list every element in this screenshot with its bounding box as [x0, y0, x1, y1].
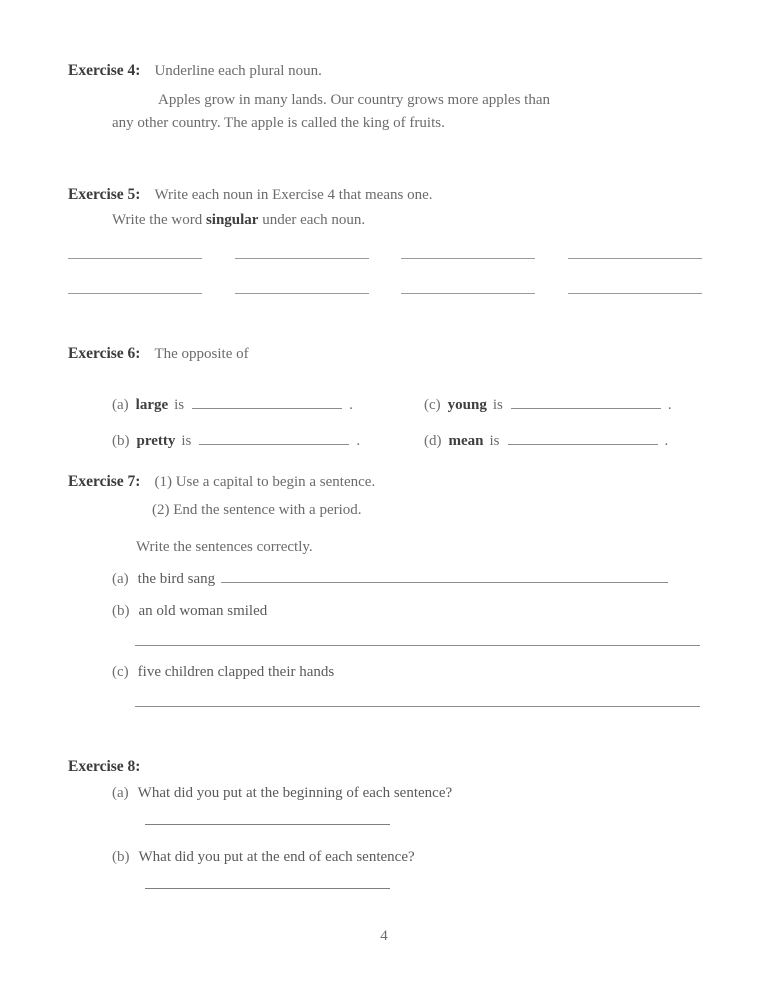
item-question: What did you put at the beginning of each sentence?	[137, 785, 453, 801]
exercise-4-passage	[112, 89, 702, 136]
exercise-5-block	[68, 186, 702, 229]
exercise-7-label: Exercise 7:	[68, 473, 141, 490]
item-tag: (b)	[112, 603, 130, 619]
item-verb: is	[492, 397, 503, 413]
item-sentence: an old woman smiled	[138, 603, 268, 619]
item-tag: (d)	[424, 433, 442, 449]
item-tag: (b)	[112, 433, 130, 449]
exercise-5-answer-blank[interactable]	[235, 258, 369, 259]
exercise-6-heading	[68, 345, 702, 363]
exercise-5-answer-blank[interactable]	[68, 293, 202, 294]
item-tag: (b)	[112, 849, 130, 865]
exercise-5-subinstruction-suffix: under each noun.	[258, 212, 366, 228]
exercise-7-answer-blank-a[interactable]	[221, 582, 668, 583]
exercise-4-label: Exercise 4:	[68, 62, 141, 79]
exercise-6-answer-blank-b[interactable]	[199, 444, 349, 445]
item-tag: (c)	[424, 397, 441, 413]
item-tag: (c)	[112, 664, 129, 680]
item-keyword: mean	[448, 433, 484, 449]
exercise-8-block	[68, 758, 702, 776]
exercise-6-block	[68, 345, 702, 449]
exercise-4-passage-line-2: any other country. The apple is called the king of fruits.	[112, 115, 445, 132]
exercise-8-label: Exercise 8:	[68, 758, 141, 775]
exercise-5-answer-blank[interactable]	[568, 258, 702, 259]
item-verb: is	[174, 397, 185, 413]
exercise-6-item-d	[424, 433, 668, 450]
exercise-7-block	[68, 473, 702, 556]
item-verb: is	[489, 433, 500, 449]
item-keyword: large	[135, 397, 169, 413]
exercise-5-subinstruction-prefix: Write the word	[112, 212, 206, 228]
exercise-4-heading	[68, 62, 702, 80]
exercise-5-answer-row-1	[68, 258, 702, 259]
exercise-7-item-b	[112, 603, 267, 620]
item-tag: (a)	[112, 571, 129, 587]
exercise-5-answer-blank[interactable]	[235, 293, 369, 294]
exercise-5-instruction: Write each noun in Exercise 4 that means one.	[154, 187, 433, 203]
exercise-8-heading	[68, 758, 702, 776]
item-keyword: pretty	[136, 433, 176, 449]
item-sentence: five children clapped their hands	[137, 664, 335, 680]
exercise-6-answer-blank-c[interactable]	[511, 408, 661, 409]
item-period: .	[664, 433, 669, 449]
item-question: What did you put at the end of each sentence?	[138, 849, 415, 865]
exercise-7-directive: Write the sentences correctly.	[136, 539, 313, 555]
exercise-5-label: Exercise 5:	[68, 186, 141, 203]
exercise-7-answer-blank-c[interactable]	[135, 706, 700, 707]
exercise-4-passage-line-1: Apples grow in many lands. Our country grows more apples than	[158, 92, 551, 108]
exercise-5-answer-blank[interactable]	[568, 293, 702, 294]
exercise-8-item-a	[112, 785, 452, 802]
exercise-7-item-a	[112, 571, 668, 588]
item-period: .	[667, 397, 672, 413]
item-tag: (a)	[112, 397, 129, 413]
exercise-8-answer-blank-a[interactable]	[145, 824, 390, 825]
exercise-6-item-a	[112, 397, 353, 414]
exercise-7-rule-1: (1) Use a capital to begin a sentence.	[154, 474, 376, 490]
exercise-4-block	[68, 62, 702, 136]
item-verb: is	[181, 433, 192, 449]
exercise-5-answer-row-2	[68, 293, 702, 294]
exercise-4-instruction: Underline each plural noun.	[154, 63, 322, 79]
exercise-7-item-c	[112, 664, 334, 681]
exercise-5-heading	[68, 186, 702, 204]
item-period: .	[356, 433, 361, 449]
item-period: .	[349, 397, 353, 413]
exercise-6-item-c	[424, 397, 672, 414]
exercise-6-answer-blank-a[interactable]	[192, 408, 342, 409]
exercise-8-item-b	[112, 849, 415, 866]
exercise-6-answer-blank-d[interactable]	[508, 444, 658, 445]
exercise-8-answer-blank-b[interactable]	[145, 888, 390, 889]
exercise-5-subinstruction-keyword: singular	[205, 212, 259, 228]
exercise-5-subinstruction	[112, 212, 702, 229]
item-sentence: the bird sang	[137, 571, 216, 587]
exercise-7-heading	[68, 473, 702, 491]
exercise-5-answer-blank[interactable]	[401, 258, 535, 259]
exercise-6-instruction: The opposite of	[154, 346, 249, 362]
exercise-7-rule-2: (2) End the sentence with a period.	[152, 502, 362, 518]
exercise-7-answer-blank-b[interactable]	[135, 645, 700, 646]
exercise-6-item-b	[112, 433, 360, 450]
exercise-6-items	[68, 373, 702, 449]
item-keyword: young	[447, 397, 487, 413]
exercise-5-answer-blank[interactable]	[68, 258, 202, 259]
item-tag: (a)	[112, 785, 129, 801]
page-number: 4	[380, 928, 388, 944]
exercise-5-answer-blank[interactable]	[401, 293, 535, 294]
exercise-6-label: Exercise 6:	[68, 345, 141, 362]
